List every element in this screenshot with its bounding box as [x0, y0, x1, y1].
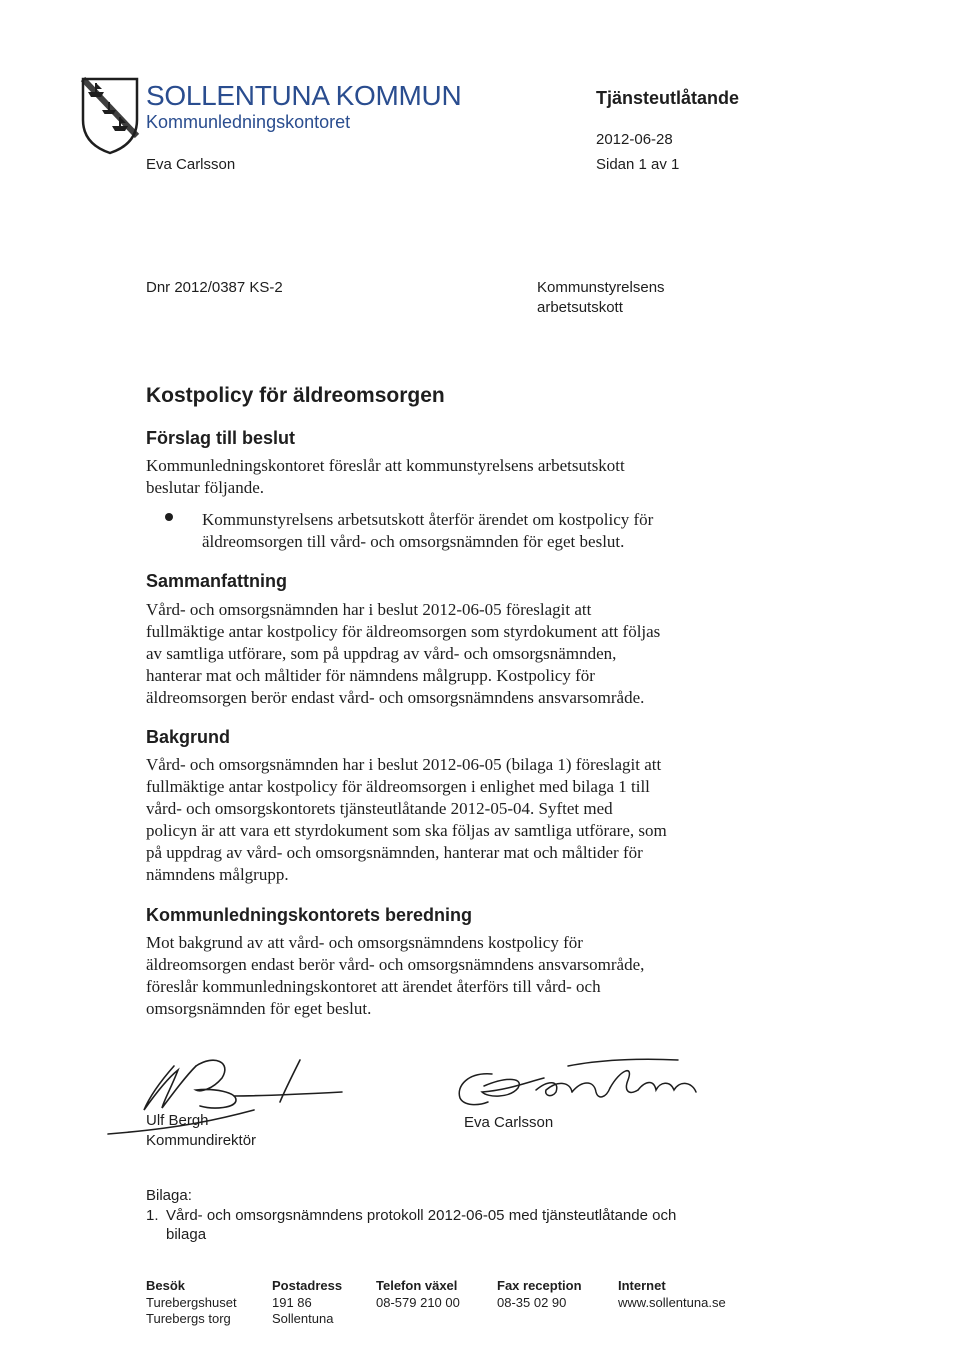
- signature-ulf-bergh: [104, 1048, 354, 1138]
- footer-heading: Fax reception: [497, 1278, 582, 1293]
- text-line: fullmäktige antar kostpolicy för äldreomsorgen i enlighet med bilaga 1 till: [146, 777, 650, 796]
- bullet-icon: [165, 513, 173, 521]
- text-line: omsorgsnämnden för eget beslut.: [146, 999, 372, 1018]
- footer-heading: Besök: [146, 1278, 186, 1293]
- text-line: Kommunledningskontoret föreslår att kommunstyrelsens arbetsutskott: [146, 456, 625, 475]
- footer-heading: Postadress: [272, 1278, 343, 1293]
- preparation-paragraph: [146, 932, 746, 1020]
- recipient-line-2: arbetsutskott: [537, 299, 623, 316]
- section-heading-proposal: Förslag till beslut: [146, 428, 296, 448]
- text-line: äldreomsorgen berör endast vård- och omsorgsnämndens ansvarsområde.: [146, 688, 645, 707]
- document-date: 2012-06-28: [596, 131, 673, 148]
- footer-visit: [146, 1278, 237, 1328]
- municipality-coat-of-arms-logo: [80, 76, 140, 156]
- attachment-description: Vård- och omsorgsnämndens protokoll 2012-06-05 med tjänsteutlåtande och: [166, 1207, 677, 1224]
- background-paragraph: [146, 754, 746, 886]
- footer-fax: [497, 1278, 582, 1311]
- text-line: Vård- och omsorgsnämnden har i beslut 2012-06-05 (bilaga 1) föreslagit att: [146, 755, 662, 774]
- proposal-paragraph: [146, 455, 746, 499]
- signer-1-name: Ulf Bergh: [146, 1112, 209, 1129]
- text-line: hanterar mat och måltider för nämndens målgrupp. Kostpolicy för: [146, 666, 595, 685]
- signature-eva-carlsson: [448, 1050, 718, 1120]
- footer-postal: [272, 1278, 342, 1328]
- footer-heading: Internet: [618, 1278, 666, 1293]
- footer-line: Turebergs torg: [146, 1311, 231, 1326]
- text-line: vård- och omsorgskontorets tjänsteutlåtande 2012-05-04. Syftet med: [146, 799, 613, 818]
- section-heading-summary: Sammanfattning: [146, 571, 288, 591]
- organization-name: SOLLENTUNA KOMMUN: [146, 80, 462, 111]
- attachment-label: Bilaga:: [146, 1187, 192, 1204]
- footer-line: Sollentuna: [272, 1311, 334, 1326]
- text-line: beslutar följande.: [146, 478, 265, 497]
- section-heading-background: Bakgrund: [146, 727, 231, 747]
- text-line: nämndens målgrupp.: [146, 865, 289, 884]
- footer-line: 191 86: [272, 1294, 312, 1310]
- text-line: Kommunstyrelsens arbetsutskott återför ärendet om kostpolicy för: [202, 510, 654, 529]
- text-line: äldreomsorgen till vård- och omsorgsnämnden för eget beslut.: [202, 532, 625, 551]
- footer-internet: [618, 1278, 726, 1311]
- footer-phone: [376, 1278, 460, 1311]
- text-line: äldreomsorgen endast berör vård- och omsorgsnämndens ansvarsområde,: [146, 955, 645, 974]
- text-line: fullmäktige antar kostpolicy för äldreomsorgen som styrdokument att följas: [146, 622, 661, 641]
- text-line: Mot bakgrund av att vård- och omsorgsnämndens kostpolicy för: [146, 933, 583, 952]
- footer-line: www.sollentuna.se: [618, 1294, 726, 1310]
- proposal-bullet: [202, 509, 742, 553]
- footer-line: 08-579 210 00: [376, 1294, 460, 1310]
- page-indicator: Sidan 1 av 1: [596, 156, 680, 173]
- attachment-number: 1.: [146, 1207, 159, 1224]
- footer-heading: Telefon växel: [376, 1278, 458, 1293]
- document-type: Tjänsteutlåtande: [596, 88, 740, 108]
- attachment-description-cont: bilaga: [166, 1226, 207, 1243]
- recipient-line-1: Kommunstyrelsens: [537, 279, 665, 296]
- text-line: policyn är att vara ett styrdokument som ska följas av samtliga utförare, som: [146, 821, 667, 840]
- document-title: Kostpolicy för äldreomsorgen: [146, 384, 445, 407]
- text-line: av samtliga utförare, som på uppdrag av vård- och omsorgsnämnden,: [146, 644, 617, 663]
- signer-1-title: Kommundirektör: [146, 1132, 257, 1149]
- organization-department: Kommunledningskontoret: [146, 112, 351, 132]
- signer-2-name: Eva Carlsson: [464, 1114, 554, 1131]
- footer-line: Turebergshuset: [146, 1294, 237, 1310]
- text-line: Vård- och omsorgsnämnden har i beslut 2012-06-05 föreslagit att: [146, 600, 592, 619]
- footer-line: 08-35 02 90: [497, 1294, 567, 1310]
- text-line: föreslår kommunledningskontoret att ärendet återförs till vård- och: [146, 977, 601, 996]
- author-name: Eva Carlsson: [146, 156, 236, 173]
- summary-paragraph: [146, 599, 746, 709]
- section-heading-preparation: Kommunledningskontorets beredning: [146, 905, 473, 925]
- case-number: Dnr 2012/0387 KS-2: [146, 279, 283, 296]
- text-line: på uppdrag av vård- och omsorgsnämnden, hanterar mat och måltider för: [146, 843, 643, 862]
